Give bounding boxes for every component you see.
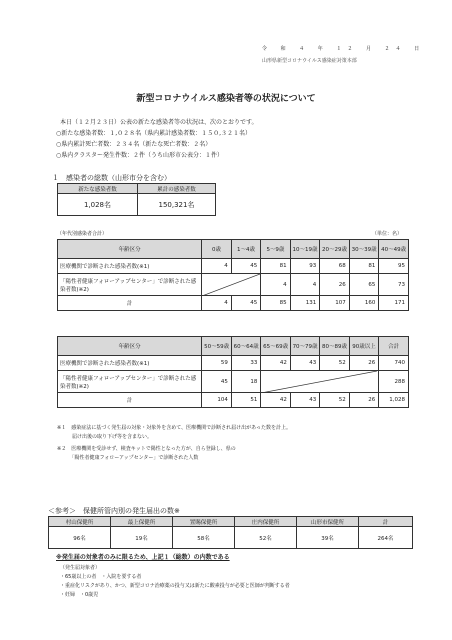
reference-note-line: （発生届対象者） [60, 565, 101, 571]
diagonal-empty-cell [202, 274, 261, 296]
diagonal-empty-cell [261, 371, 379, 393]
table-cell: 4 [290, 274, 320, 296]
table-cell: 58名 [173, 527, 235, 549]
unit-label: （単位：名） [372, 231, 403, 237]
table-cell: 45 [202, 371, 232, 393]
col-total-header: 累計の感染者数 [138, 184, 216, 194]
table-row [58, 371, 409, 393]
table-row [58, 356, 409, 371]
health-center-header: 山形市保健所 [297, 517, 359, 527]
row-label: 計 [58, 296, 202, 311]
note-line: 届け出後の取り下げ等を含まない。 [57, 434, 153, 440]
total-header: 計 [359, 517, 413, 527]
table-cell: 288 [379, 371, 409, 393]
note-line: 「陽性者健康フォローアップセンター」で診断された人数 [57, 455, 199, 461]
table-cell: 18 [231, 371, 260, 393]
diagonal-line [202, 274, 260, 296]
age-col-header: 1～4歳 [231, 240, 260, 259]
reference-note-line: ・重症化リスクがあり、かつ、新型コロナ治療薬の投与又は新たに酸素投与が必要と医師が判断する者 [60, 583, 290, 589]
table-row [58, 259, 409, 274]
table-cell: 104 [202, 393, 232, 408]
age-col-header: 50～59歳 [202, 337, 232, 356]
table-cell: 4 [261, 274, 290, 296]
age-col-header: 10～19歳 [290, 240, 320, 259]
table-cell: 26 [349, 356, 378, 371]
summary-line: ○県内クラスター発生件数：２件（うち山形市公表分：１件） [56, 152, 224, 159]
table-cell: 39名 [297, 527, 359, 549]
age-table-caption: （年代別感染者合計） [57, 231, 108, 237]
reference-note-line: ・65歳以上の者 ・入院を要する者 [60, 574, 142, 580]
table-cell: 4 [202, 296, 231, 311]
table-cell: 19名 [111, 527, 173, 549]
page-title: 新型コロナウイルス感染者等の状況について [136, 94, 316, 104]
table-cell: 42 [261, 356, 290, 371]
age-col-header: 30～39歳 [349, 240, 379, 259]
health-center-header: 置賜保健所 [173, 517, 235, 527]
table-cell: 26 [320, 274, 350, 296]
reference-heading: ＜参考＞ 保健所管内別の発生届出の数※ [48, 507, 180, 515]
age-col-header: 40～49歳 [379, 240, 409, 259]
table-cell: 95 [379, 259, 409, 274]
age-col-header: 80～89歳 [320, 337, 349, 356]
table-row [49, 527, 413, 549]
table-row [58, 274, 409, 296]
reference-note-title: ※発生届の対象者のみに限るため、上記１（総数）の内数である [56, 554, 230, 561]
row-label: 計 [58, 393, 202, 408]
table-cell: 85 [261, 296, 290, 311]
table-cell: 68 [320, 259, 350, 274]
table-cell: 264名 [359, 527, 413, 549]
health-center-header: 最上保健所 [111, 517, 173, 527]
table-cell: 43 [290, 393, 319, 408]
reference-table [48, 516, 413, 549]
table-cell: 93 [290, 259, 320, 274]
table-cell: 740 [379, 356, 409, 371]
reference-note-line: ・妊婦 ・0歳児 [60, 592, 99, 598]
age-col-header: 20～29歳 [320, 240, 350, 259]
summary-line: ○県内累計死亡者数：２３４名（新たな死亡者数：２名） [56, 141, 212, 148]
table-cell: 4 [202, 259, 231, 274]
table-cell: 96名 [49, 527, 111, 549]
table-cell: 1,028 [379, 393, 409, 408]
section1-heading: １ 感染者の総数（山形市分を含む） [52, 174, 171, 182]
summary-line: ○新たな感染者数：１,０２８名（県内累計感染者数：１５０,３２１名） [56, 130, 252, 137]
age-col-header: 5～9歳 [261, 240, 290, 259]
table-cell: 81 [261, 259, 290, 274]
health-center-header: 村山保健所 [49, 517, 111, 527]
age-col-header: 0歳 [202, 240, 231, 259]
issue-date: 令 和 ４ 年 １２ 月 ２４ 日 [262, 46, 426, 52]
intro-text: 本日（１２月２３日）公表の新たな感染者等の状況は、次のとおりです。 [60, 119, 258, 126]
new-cases-value: 1,028名 [58, 194, 138, 216]
table-cell: 59 [202, 356, 232, 371]
table-cell: 52名 [235, 527, 297, 549]
issuer: 山形県新型コロナウイルス感染症対策本部 [262, 58, 357, 64]
table-cell: 51 [231, 393, 260, 408]
table-cell: 42 [261, 393, 290, 408]
row-label: 医療機関で診断された感染者数(※1) [58, 259, 202, 274]
table-cell: 52 [320, 356, 349, 371]
table-cell: 160 [349, 296, 379, 311]
table-cell: 26 [349, 393, 378, 408]
note-line: ※１ 感染症法に基づく発生届の対象・対象外を含めて、医療機関で診断され届け出があった数を計上。 [57, 425, 292, 431]
total-col-header: 合計 [379, 337, 409, 356]
age-col-header: 70～79歳 [290, 337, 319, 356]
table-cell: 171 [379, 296, 409, 311]
total-cases-value: 150,321名 [138, 194, 216, 216]
age-table-2 [57, 336, 409, 408]
table-row [58, 296, 409, 311]
table-cell: 81 [349, 259, 379, 274]
row-label: 医療機関で診断された感染者数(※1) [58, 356, 202, 371]
table-cell: 45 [231, 259, 260, 274]
table-cell: 65 [349, 274, 379, 296]
table-cell: 131 [290, 296, 320, 311]
table-row [58, 393, 409, 408]
age-category-header: 年齢区分 [58, 240, 202, 259]
table-cell: 33 [231, 356, 260, 371]
row-label: 「陽性者健康フォローアップセンター」で診断された感染者数(※2) [58, 371, 202, 393]
table-cell: 43 [290, 356, 319, 371]
table-cell: 52 [320, 393, 349, 408]
age-table-1 [57, 239, 409, 311]
note-line: ※２ 医療機関を受診せず、検査キットで陽性となった方が、自ら登録し、県の [57, 446, 236, 452]
age-col-header: 60～64歳 [231, 337, 260, 356]
totals-table [57, 183, 216, 216]
age-col-header: 90歳以上 [349, 337, 378, 356]
col-new-header: 新たな感染者数 [58, 184, 138, 194]
health-center-header: 庄内保健所 [235, 517, 297, 527]
table-cell: 107 [320, 296, 350, 311]
age-category-header: 年齢区分 [58, 337, 202, 356]
table-cell: 45 [231, 296, 260, 311]
row-label: 「陽性者健康フォローアップセンター」で診断された感染者数(※2) [58, 274, 202, 296]
diagonal-line [261, 371, 377, 393]
table-cell: 73 [379, 274, 409, 296]
age-col-header: 65～69歳 [261, 337, 290, 356]
